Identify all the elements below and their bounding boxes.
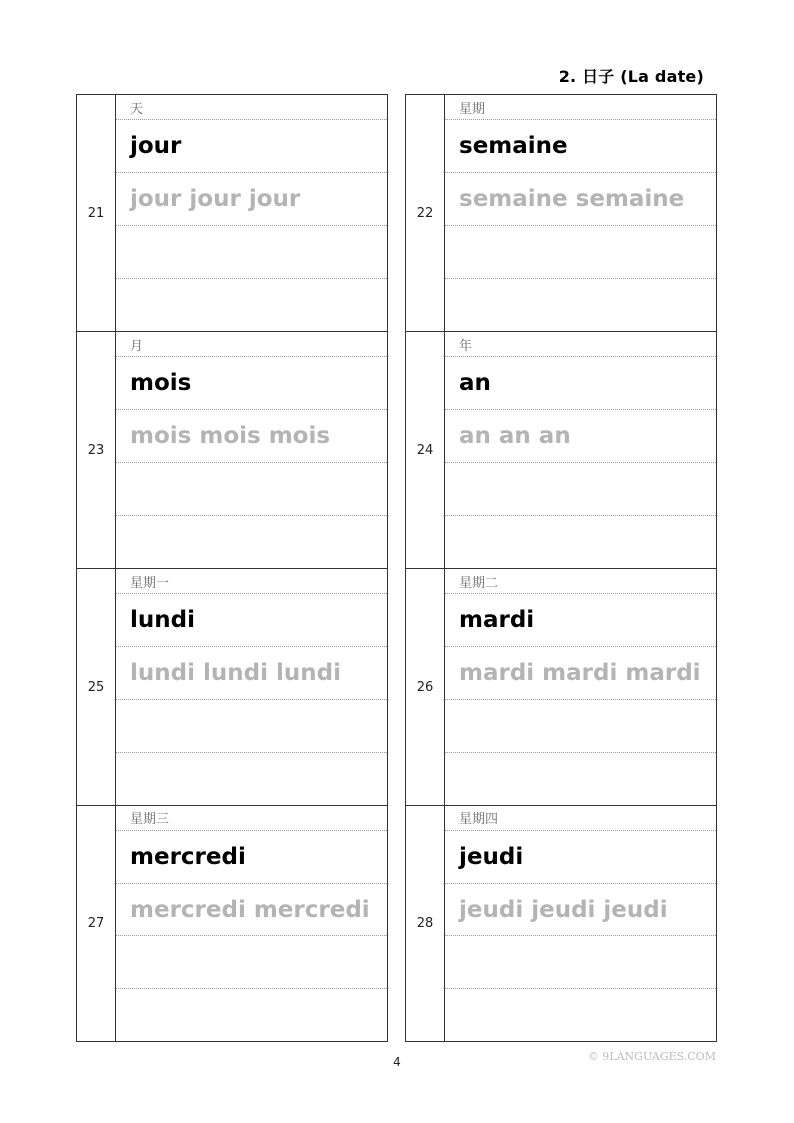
chinese-hint: 天 — [116, 95, 387, 120]
vocab-card — [405, 331, 717, 568]
blank-line — [116, 516, 387, 568]
writing-lines — [116, 332, 387, 568]
vocab-card — [76, 331, 388, 568]
writing-lines — [445, 806, 716, 1041]
chinese-hint: 星期四 — [445, 806, 716, 831]
vocabulary-grid — [76, 94, 717, 1042]
french-word: mercredi — [116, 831, 387, 884]
french-word: lundi — [116, 594, 387, 647]
writing-lines — [116, 806, 387, 1041]
chinese-hint: 星期二 — [445, 569, 716, 594]
vocab-card — [405, 94, 717, 331]
french-word: jour — [116, 120, 387, 173]
blank-line — [116, 463, 387, 516]
blank-line — [116, 700, 387, 753]
french-word: mardi — [445, 594, 716, 647]
copyright-notice: © 9LANGUAGES.COM — [587, 1050, 716, 1063]
blank-line — [116, 753, 387, 805]
writing-lines — [445, 569, 716, 805]
page-number: 4 — [393, 1055, 401, 1069]
blank-line — [445, 989, 716, 1041]
chinese-hint: 星期 — [445, 95, 716, 120]
blank-line — [445, 936, 716, 989]
card-number: 23 — [77, 332, 116, 568]
blank-line — [116, 279, 387, 331]
chinese-hint: 月 — [116, 332, 387, 357]
trace-text: mercredi mercredi — [116, 884, 387, 937]
blank-line — [445, 700, 716, 753]
trace-text: jour jour jour — [116, 173, 387, 226]
blank-line — [116, 226, 387, 279]
writing-lines — [116, 95, 387, 331]
trace-text: mois mois mois — [116, 410, 387, 463]
writing-lines — [116, 569, 387, 805]
trace-text: mardi mardi mardi — [445, 647, 716, 700]
card-number: 22 — [406, 95, 445, 331]
card-number: 27 — [77, 806, 116, 1041]
french-word: an — [445, 357, 716, 410]
trace-text: lundi lundi lundi — [116, 647, 387, 700]
card-number: 21 — [77, 95, 116, 331]
card-number: 26 — [406, 569, 445, 805]
french-word: mois — [116, 357, 387, 410]
page-title: 2. 日子 (La date) — [558, 67, 704, 86]
card-number: 28 — [406, 806, 445, 1041]
chinese-hint: 年 — [445, 332, 716, 357]
blank-line — [116, 936, 387, 989]
blank-line — [445, 279, 716, 331]
vocab-card — [76, 805, 388, 1042]
card-number: 24 — [406, 332, 445, 568]
blank-line — [445, 753, 716, 805]
trace-text: an an an — [445, 410, 716, 463]
trace-text: jeudi jeudi jeudi — [445, 884, 716, 937]
blank-line — [116, 989, 387, 1041]
chinese-hint: 星期三 — [116, 806, 387, 831]
vocab-card — [76, 94, 388, 331]
vocab-card — [405, 805, 717, 1042]
blank-line — [445, 463, 716, 516]
writing-lines — [445, 332, 716, 568]
blank-line — [445, 226, 716, 279]
trace-text: semaine semaine — [445, 173, 716, 226]
blank-line — [445, 516, 716, 568]
card-number: 25 — [77, 569, 116, 805]
writing-lines — [445, 95, 716, 331]
french-word: semaine — [445, 120, 716, 173]
chinese-hint: 星期一 — [116, 569, 387, 594]
french-word: jeudi — [445, 831, 716, 884]
vocab-card — [405, 568, 717, 805]
vocab-card — [76, 568, 388, 805]
